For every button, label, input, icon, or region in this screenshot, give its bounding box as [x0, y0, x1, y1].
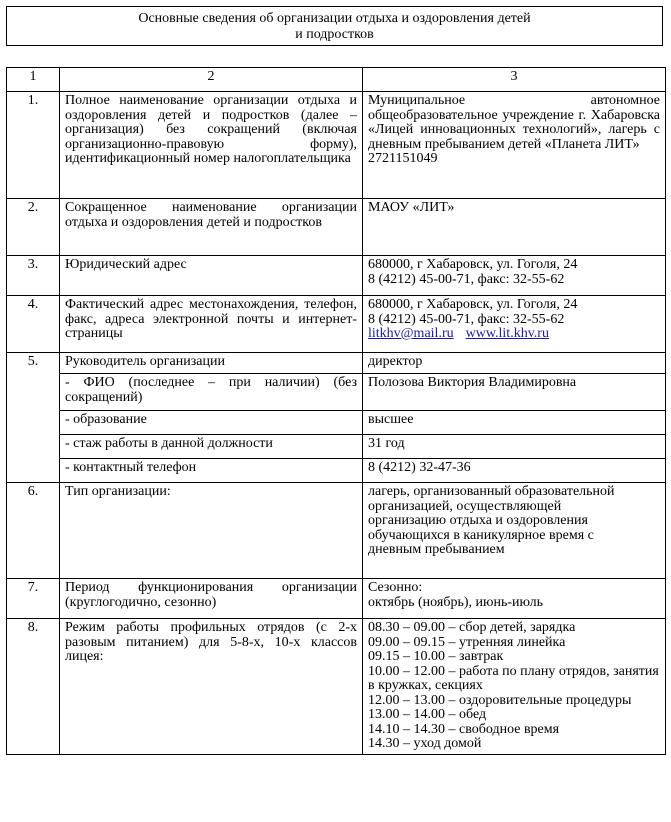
row-label: Полное наименование организации отдыха и оздоровления детей и подростков (далее – организация) без сокращений (включая организационно-правовую форму), идентификационный номер налогоплательщика	[60, 92, 363, 199]
schedule-item: 09.00 – 09.15 – утренняя линейка	[368, 634, 566, 650]
row-number: 4.	[7, 296, 60, 353]
org-type-line: организацией, осуществляющей	[368, 498, 562, 514]
row-number: 3.	[7, 256, 60, 296]
contact-phone-value: 8 (4212) 32-47-36	[363, 459, 666, 483]
row-value: директор	[363, 353, 666, 374]
subrow-label: - стаж работы в данной должности	[60, 435, 363, 459]
row-number: 2.	[7, 199, 60, 256]
schedule-item: 14.10 – 14.30 – свободное время	[368, 721, 560, 737]
row-value	[363, 92, 666, 199]
org-type-line: обучающихся в каникулярное время с	[368, 527, 594, 543]
schedule-item: 09.15 – 10.00 – завтрак	[368, 649, 504, 664]
schedule-item: 12.00 – 13.00 – оздоровительные процедуры	[368, 692, 632, 708]
row-label: Руководитель организации	[60, 353, 363, 374]
table-row	[7, 353, 666, 374]
table-row	[7, 256, 666, 296]
table-row	[7, 296, 666, 353]
actual-address	[363, 296, 666, 353]
period-line: Сезонно:	[368, 580, 423, 595]
document-title	[6, 6, 663, 46]
header-cell-3: 3	[363, 68, 666, 92]
table-row	[7, 483, 666, 579]
inn-number: 2721151049	[368, 151, 438, 166]
legal-address	[363, 256, 666, 296]
web-contacts	[368, 327, 660, 342]
period-line: октябрь (ноябрь), июнь-июль	[368, 594, 543, 610]
header-cell-2: 2	[60, 68, 363, 92]
row-label: Юридический адрес	[60, 256, 363, 296]
header-row	[7, 68, 666, 92]
header-cell-1: 1	[7, 68, 60, 92]
website-link[interactable]: www.lit.khv.ru	[465, 326, 549, 341]
row-label: Фактический адрес местонахождения, телефон, факс, адреса электронной почты и интернет-страницы	[60, 296, 363, 353]
title-line-1: Основные сведения об организации отдыха и оздоровления детей	[138, 11, 531, 26]
table-row	[7, 579, 666, 619]
table-row	[7, 92, 666, 199]
experience-value: 31 год	[363, 435, 666, 459]
org-type	[363, 483, 666, 579]
row-label: Режим работы профильных отрядов (с 2-х разовым питанием) для 5-8-х, 10-х классов лицея:	[60, 619, 363, 755]
daily-schedule	[363, 619, 666, 755]
table-subrow	[7, 435, 666, 459]
row-number: 5.	[7, 353, 60, 483]
title-line-2: и подростков	[295, 27, 374, 42]
subrow-label: - образование	[60, 411, 363, 435]
table-subrow	[7, 459, 666, 483]
row-label: Сокращенное наименование организации отдыха и оздоровления детей и подростков	[60, 199, 363, 256]
operation-period	[363, 579, 666, 619]
table-row	[7, 199, 666, 256]
info-table	[6, 67, 666, 755]
table-subrow	[7, 374, 666, 411]
full-org-name: Муниципальное автономное общеобразовательное учреждение г. Хабаровска «Лицей инновационных технологий», лагерь с дневным пребыванием детей «Планета ЛИТ»	[368, 93, 660, 152]
address-line: 680000, г Хабаровск, ул. Гоголя, 24	[368, 257, 578, 272]
phone-line: 8 (4212) 45-00-71, факс: 32-55-62	[368, 271, 565, 287]
org-type-line: дневным пребыванием	[368, 542, 505, 557]
org-type-line: лагерь, организованный образовательной	[368, 484, 615, 499]
schedule-item: 10.00 – 12.00 – работа по плану отрядов, занятия в кружках, секциях	[368, 663, 659, 693]
row-number: 1.	[7, 92, 60, 199]
phone-line: 8 (4212) 45-00-71, факс: 32-55-62	[368, 311, 565, 327]
row-label: Тип организации:	[60, 483, 363, 579]
short-org-name: МАОУ «ЛИТ»	[363, 199, 666, 256]
address-line: 680000, г Хабаровск, ул. Гоголя, 24	[368, 297, 578, 312]
org-type-line: организацию отдыха и оздоровления	[368, 513, 588, 528]
subrow-label: - ФИО (последнее – при наличии) (без сокращений)	[60, 374, 363, 411]
schedule-item: 13.00 – 14.00 – обед	[368, 707, 487, 722]
education-value: высшее	[363, 411, 666, 435]
schedule-item: 08.30 – 09.00 – сбор детей, зарядка	[368, 620, 576, 635]
row-number: 8.	[7, 619, 60, 755]
row-number: 7.	[7, 579, 60, 619]
schedule-item: 14.30 – уход домой	[368, 736, 482, 751]
row-label: Период функционирования организации (круглогодично, сезонно)	[60, 579, 363, 619]
email-link[interactable]: litkhv@mail.ru	[368, 326, 454, 341]
row-number: 6.	[7, 483, 60, 579]
table-row	[7, 619, 666, 755]
director-name: Полозова Виктория Владимировна	[363, 374, 666, 411]
table-subrow	[7, 411, 666, 435]
subrow-label: - контактный телефон	[60, 459, 363, 483]
